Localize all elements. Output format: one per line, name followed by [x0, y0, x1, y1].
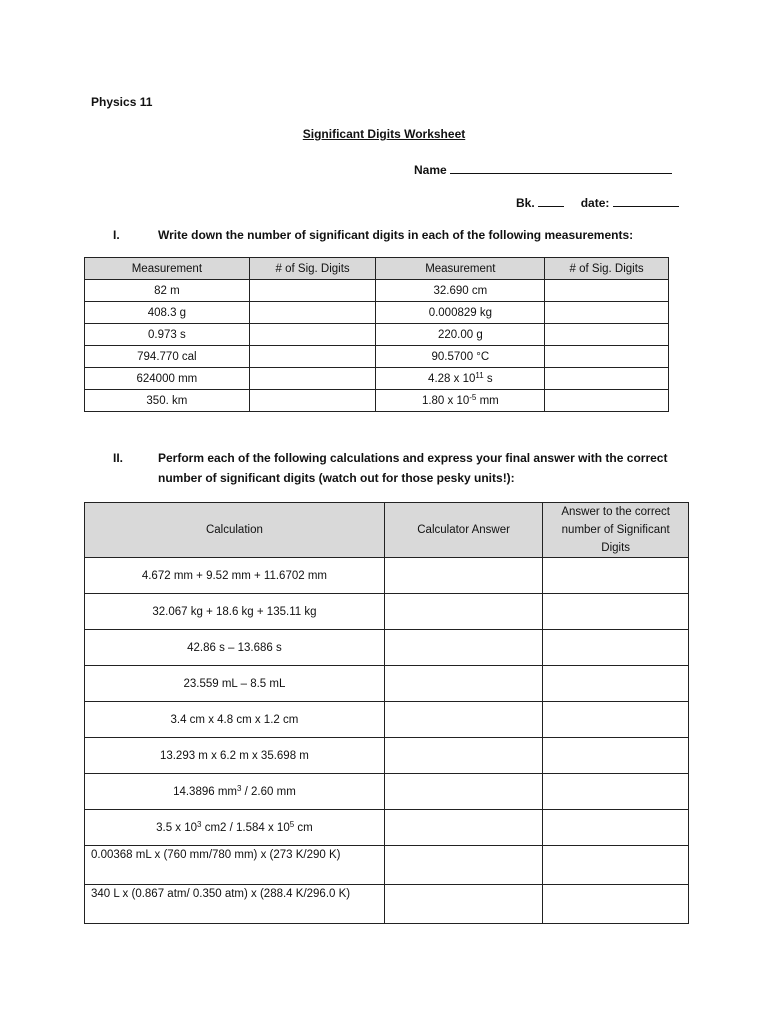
- calculation-row: [85, 702, 689, 738]
- name-blank[interactable]: [450, 161, 672, 174]
- sig-digits-answer-cell[interactable]: [249, 390, 376, 412]
- sig-digit-answer-cell[interactable]: [543, 738, 689, 774]
- calculation-exponent: 3: [197, 819, 202, 829]
- measurement-value: 1.80 x 10: [421, 394, 470, 407]
- calculation-row: [85, 810, 689, 846]
- calculation-cell: [85, 846, 385, 885]
- calculator-answer-cell[interactable]: [384, 558, 543, 594]
- measurement-cell: 408.3 g: [85, 302, 250, 324]
- calculation-row: [85, 594, 689, 630]
- sig-digit-answer-cell[interactable]: [543, 666, 689, 702]
- calculations-table: [84, 502, 689, 924]
- date-blank[interactable]: [613, 194, 679, 207]
- calculator-answer-cell[interactable]: [384, 738, 543, 774]
- calculation-text: cm: [294, 821, 313, 834]
- section2-numeral: II.: [113, 451, 124, 465]
- measurement-unit: mm: [476, 394, 499, 407]
- name-label: Name: [414, 163, 447, 177]
- calculation-text: 23.559 mL – 8.5 mL: [183, 677, 286, 690]
- measurement-cell: [376, 302, 545, 324]
- sig-digits-answer-cell[interactable]: [249, 346, 376, 368]
- calculation-cell: [85, 810, 385, 846]
- calculation-text: 3.5 x 10: [156, 821, 198, 834]
- calculation-cell: [85, 885, 385, 924]
- header-calculator-answer: Calculator Answer: [384, 503, 543, 558]
- course-label: Physics 11: [91, 95, 153, 109]
- calculation-cell: [85, 666, 385, 702]
- date-label: date:: [580, 196, 610, 210]
- measurement-cell: 0.973 s: [85, 324, 250, 346]
- measurement-row: [85, 346, 669, 368]
- calculation-text: 340 L x (0.867 atm/ 0.350 atm) x (288.4 K/296.0 K): [91, 888, 351, 900]
- sig-digits-answer-cell[interactable]: [545, 302, 669, 324]
- calculation-cell: [85, 702, 385, 738]
- bk-date-field[interactable]: [516, 194, 679, 210]
- name-field[interactable]: [414, 161, 672, 177]
- section1-instruction: Write down the number of significant digits in each of the following measurements:: [158, 228, 634, 242]
- calculator-answer-cell[interactable]: [384, 594, 543, 630]
- calculation-row: [85, 558, 689, 594]
- measurement-value: 220.00 g: [437, 328, 483, 341]
- header-sig-digits-1: # of Sig. Digits: [249, 258, 376, 280]
- calculation-text: 13.293 m x 6.2 m x 35.698 m: [159, 749, 309, 762]
- sig-digits-answer-cell[interactable]: [249, 280, 376, 302]
- measurement-cell: 624000 mm: [85, 368, 250, 390]
- calculation-text: cm2 / 1.584 x 10: [201, 821, 290, 834]
- calculator-answer-cell[interactable]: [384, 885, 543, 924]
- sig-digits-answer-cell[interactable]: [545, 390, 669, 412]
- sig-digit-answer-cell[interactable]: [543, 885, 689, 924]
- measurement-row: [85, 368, 669, 390]
- calculation-row: [85, 630, 689, 666]
- header-correct-sig-answer: Answer to the correct number of Significant Digits: [543, 503, 689, 558]
- section2-instruction-line2: number of significant digits (watch out for those pesky units!):: [158, 471, 515, 485]
- calculator-answer-cell[interactable]: [384, 666, 543, 702]
- sig-digit-answer-cell[interactable]: [543, 594, 689, 630]
- calculation-row: [85, 738, 689, 774]
- calculation-text: 32.067 kg + 18.6 kg + 135.11 kg: [152, 605, 317, 618]
- worksheet-title: Significant Digits Worksheet: [302, 127, 466, 141]
- calculation-cell: [85, 630, 385, 666]
- calculation-row: [85, 846, 689, 885]
- measurement-value: 32.690 cm: [433, 284, 488, 297]
- measurement-cell: 82 m: [85, 280, 250, 302]
- sig-digit-answer-cell[interactable]: [543, 630, 689, 666]
- measurement-exponent: 11: [475, 370, 484, 380]
- calculation-cell: [85, 738, 385, 774]
- sig-digit-answer-cell[interactable]: [543, 846, 689, 885]
- measurement-row: [85, 390, 669, 412]
- calculation-text: 42.86 s – 13.686 s: [187, 641, 282, 654]
- measurement-cell: [376, 368, 545, 390]
- calculation-cell: [85, 558, 385, 594]
- bk-blank[interactable]: [538, 194, 564, 207]
- sig-digits-answer-cell[interactable]: [545, 368, 669, 390]
- calculation-row: [85, 774, 689, 810]
- calculation-exponent: 5: [289, 819, 295, 829]
- measurements-table: [84, 257, 669, 412]
- calculator-answer-cell[interactable]: [384, 774, 543, 810]
- calculation-text: / 2.60 mm: [241, 785, 296, 798]
- measurement-value: 0.000829 kg: [428, 306, 492, 319]
- measurement-row: [85, 280, 669, 302]
- measurement-value: 4.28 x 10: [428, 372, 476, 385]
- calculation-cell: [85, 594, 385, 630]
- sig-digits-answer-cell[interactable]: [545, 280, 669, 302]
- measurement-row: [85, 302, 669, 324]
- sig-digits-answer-cell[interactable]: [249, 302, 376, 324]
- calculator-answer-cell[interactable]: [384, 702, 543, 738]
- calculation-exponent: 3: [237, 783, 242, 793]
- calculation-row: [85, 885, 689, 924]
- calculation-text: 14.3896 mm: [173, 785, 237, 798]
- measurement-exponent: -5: [469, 392, 477, 402]
- sig-digits-answer-cell[interactable]: [545, 324, 669, 346]
- calculation-cell: [85, 774, 385, 810]
- calculator-answer-cell[interactable]: [384, 630, 543, 666]
- sig-digits-answer-cell[interactable]: [545, 346, 669, 368]
- sig-digit-answer-cell[interactable]: [543, 702, 689, 738]
- calculation-text: 4.672 mm + 9.52 mm + 11.6702 mm: [141, 569, 327, 582]
- sig-digit-answer-cell[interactable]: [543, 774, 689, 810]
- measurement-cell: [376, 346, 545, 368]
- measurement-unit: s: [483, 372, 493, 385]
- calculator-answer-cell[interactable]: [384, 846, 543, 885]
- calculations-header-row: [85, 503, 689, 558]
- measurement-cell: [376, 280, 545, 302]
- calculation-row: [85, 666, 689, 702]
- sig-digit-answer-cell[interactable]: [543, 810, 689, 846]
- header-measurement-1: Measurement: [85, 258, 250, 280]
- sig-digits-answer-cell[interactable]: [249, 324, 376, 346]
- calculator-answer-cell[interactable]: [384, 810, 543, 846]
- section1-numeral: I.: [113, 228, 120, 242]
- sig-digit-answer-cell[interactable]: [543, 558, 689, 594]
- measurement-cell: 794.770 cal: [85, 346, 250, 368]
- measurement-value: 90.5700 °C: [431, 350, 490, 363]
- section2-instruction-line1: Perform each of the following calculations and express your final answer with the correct: [158, 451, 668, 465]
- calculation-text: 3.4 cm x 4.8 cm x 1.2 cm: [170, 713, 299, 726]
- header-calculation: Calculation: [85, 503, 385, 558]
- header-measurement-2: Measurement: [376, 258, 545, 280]
- calculation-text: 0.00368 mL x (760 mm/780 mm) x (273 K/290 K): [91, 849, 341, 861]
- measurement-cell: [376, 324, 545, 346]
- measurement-cell: 350. km: [85, 390, 250, 412]
- measurement-cell: [376, 390, 545, 412]
- measurements-header-row: [85, 258, 669, 280]
- bk-label: Bk.: [516, 196, 535, 210]
- measurement-row: [85, 324, 669, 346]
- header-sig-digits-2: # of Sig. Digits: [545, 258, 669, 280]
- sig-digits-answer-cell[interactable]: [249, 368, 376, 390]
